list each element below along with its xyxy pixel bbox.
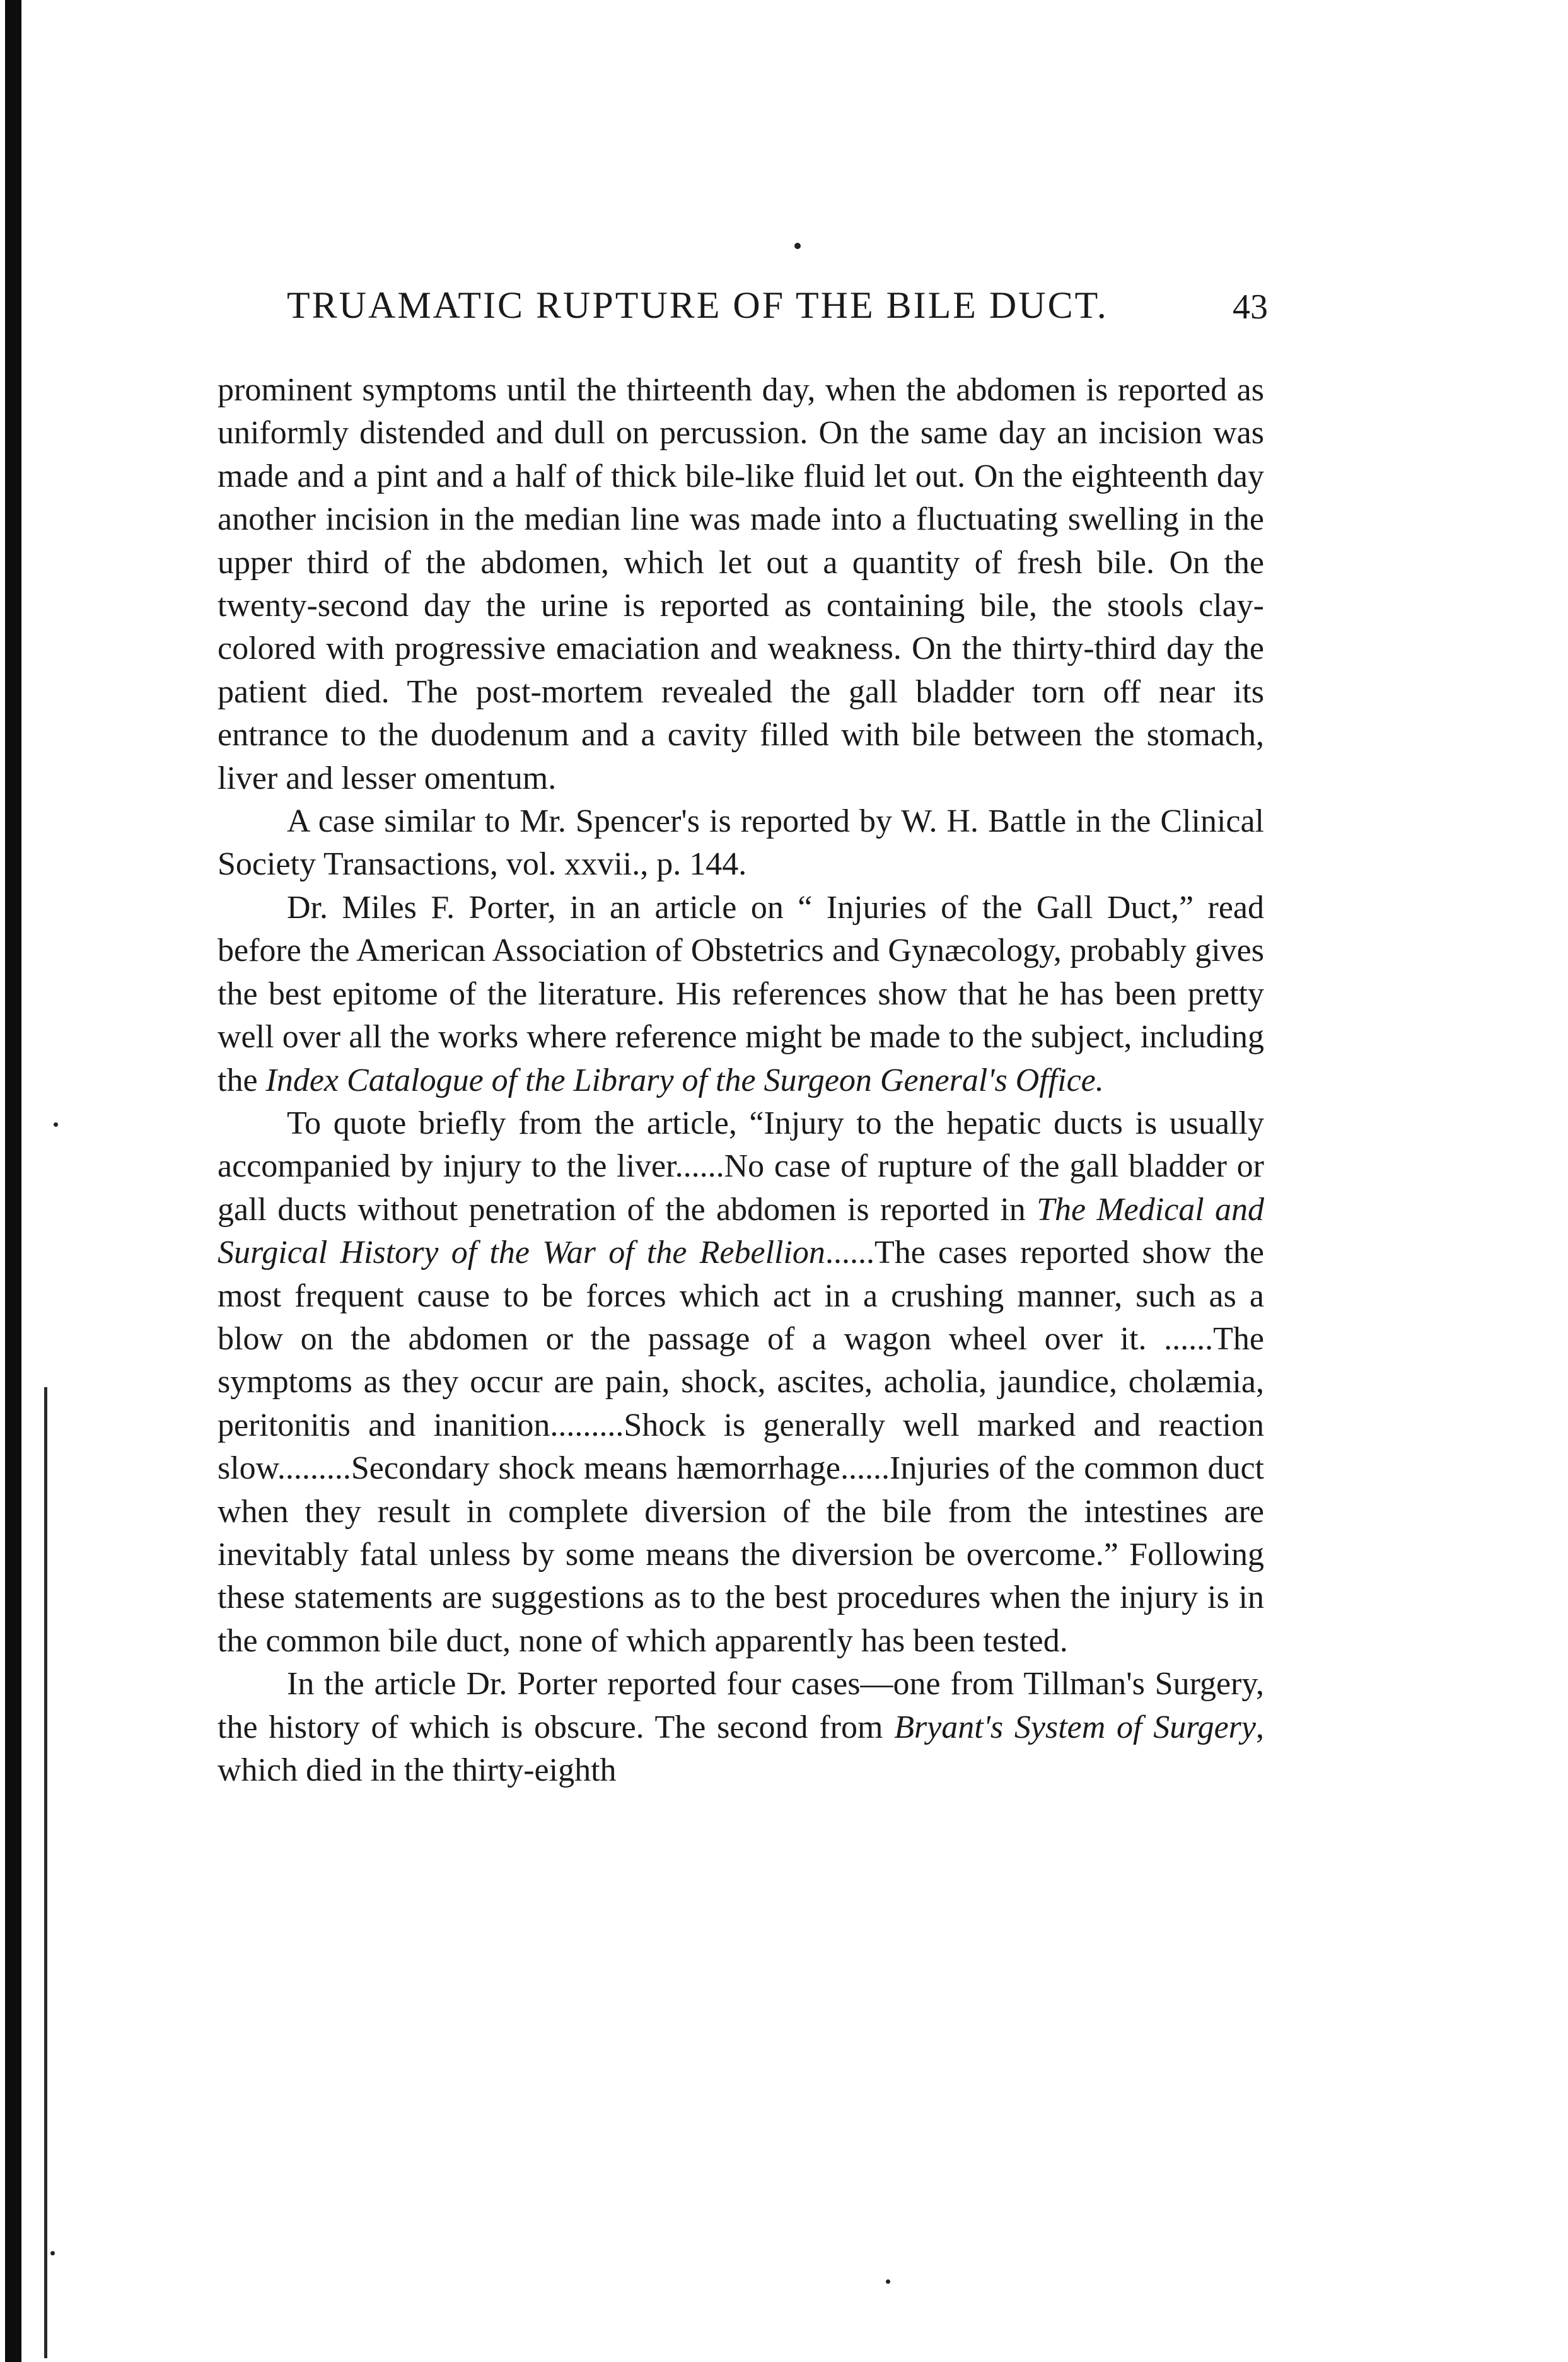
- scan-speck: [50, 2251, 55, 2255]
- scan-edge-line: [44, 1387, 47, 2358]
- paragraph-2: [218, 800, 1264, 887]
- paragraph-text: ......The cases reported show the most frequent cause to be forces which act in a crushing manner, such as a blow on the abdomen or the passage of a wagon wheel over it. ......The symptoms as they occur are pain, shock, ascites, acholia, jaundice, cholæmia, peritonitis and inanition.........Shock is generally well marked and reaction slow.........Secondary shock means hæmorrhage......Injuries of the common duct when they result in complete diversion of the bile from the intestines are inevitably fatal unless by some means the diversion be overcome.” Following these statements are suggestions as to the best procedures when the injury is in the common bile duct, none of which apparently has been tested.: [218, 1235, 1264, 1659]
- running-head: TRUAMATIC RUPTURE OF THE BILE DUCT.: [287, 284, 1108, 326]
- paragraph-text: In the article Dr. Porter reported four cases—one from Tillman's Surgery, the history of which is obscure. The second from: [218, 1666, 1264, 1745]
- italic-title-text: Index Catalogue of the Library of the Surgeon General's Office.: [265, 1062, 1104, 1098]
- paragraph-text: Dr. Miles F. Porter, in an article on “ Injuries of the Gall Duct,” read before the American Association of Obstetrics and Gynæcology, probably gives the best epitome of the literature. His references show that he has been pretty well over all the works where reference might be made to the subject, including the: [218, 889, 1264, 1098]
- scan-speck: [886, 2279, 890, 2284]
- scan-speck: [794, 243, 801, 249]
- paragraph-5: [218, 1663, 1264, 1792]
- italic-title-text: The Medical and Surgical History of the War of the Rebellion: [218, 1191, 1264, 1271]
- paragraph-1: [218, 369, 1264, 800]
- body-text: [218, 369, 1264, 1792]
- scan-binding-edge: [5, 0, 21, 2362]
- scan-speck: [54, 1122, 58, 1127]
- paragraph-4: [218, 1102, 1264, 1663]
- paragraph-text: , which died in the thirty-eighth: [218, 1709, 1264, 1788]
- italic-title-text: Bryant's System of Surgery: [894, 1709, 1256, 1745]
- paragraph-text: prominent symptoms until the thirteenth day, when the abdomen is reported as uniformly distended and dull on percussion. On the same day an incision was made and a pint and a half of thick bile-like fluid let out. On the eighteenth day another incision in the median line was made into a fluctuating swelling in the upper third of the abdomen, which let out a quantity of fresh bile. On the twenty-second day the urine is reported as containing bile, the stools clay-colored with progressive emaciation and weakness. On the thirty-third day the patient died. The post-mortem revealed the gall bladder torn off near its entrance to the duodenum and a cavity filled with bile between the stomach, liver and lesser omentum.: [218, 372, 1264, 796]
- paragraph-text: To quote briefly from the article, “Injury to the hepatic ducts is usually accompanied by injury to the liver......No case of rupture of the gall bladder or gall ducts without penetration of the abdomen is reported in: [218, 1105, 1264, 1228]
- page-number: 43: [1233, 288, 1268, 327]
- paragraph-3: [218, 887, 1264, 1102]
- paragraph-text: A case similar to Mr. Spencer's is reported by W. H. Battle in the Clinical Society Transactions, vol. xxvii., p. 144.: [218, 803, 1264, 883]
